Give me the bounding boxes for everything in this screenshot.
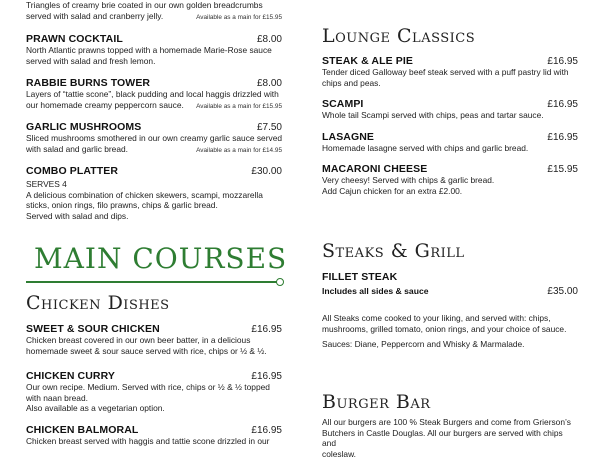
steaks-sauces: Sauces: Diane, Peppercorn and Whisky & Marmalade. [322,339,525,350]
lasagne-name: LASAGNE [322,131,375,143]
sweet-sour-chicken-desc-1: Chicken breast covered in our own beer batter, in a delicious [26,335,251,345]
fillet-steak-name: FILLET STEAK [322,271,398,283]
rabbie-burns-desc-2: our homemade creamy peppercorn sauce. [26,99,184,110]
chicken-curry-name: CHICKEN CURRY [26,370,115,382]
combo-platter-desc-1: A delicious combination of chicken skewers, scampi, mozzarella [26,189,263,200]
lasagne-price: £16.95 [547,132,578,143]
combo-platter-serves: SERVES 4 [26,179,67,189]
burger-desc-1: All our burgers are 100 % Steak Burgers and come from Grierson’s [322,417,571,427]
sweet-sour-chicken-name: SWEET & SOUR CHICKEN [26,323,160,335]
burger-info [322,417,578,459]
scampi-desc-1: Whole tail Scampi served with chips, peas and tartar sauce. [322,110,544,120]
prawn-cocktail-desc-1: North Atlantic prawns topped with a homemade Marie-Rose sauce [26,45,272,55]
lounge-classics-heading: Lounge Classics [322,25,476,47]
chicken-dishes-heading: Chicken Dishes [26,292,170,314]
rabbie-burns-name: RABBIE BURNS TOWER [26,77,151,89]
scampi-price: £16.95 [547,99,578,110]
garlic-mushrooms-desc-2: with salad and garlic bread. [26,143,128,154]
lasagne-item [322,131,578,154]
chicken-balmoral-desc-1: Chicken breast served with haggis and tattie scone drizzled in our [26,436,270,446]
chicken-balmoral-item [26,424,282,447]
scampi-item [322,98,578,121]
prawn-cocktail-item [26,33,282,66]
brie-desc-2: served with salad and cranberry jelly. [26,10,164,21]
rabbie-burns-price: £8.00 [256,78,282,89]
garlic-mushrooms-note: Available as a main for £14.95 [196,146,282,154]
main-courses-title: MAIN COURSES [34,242,288,275]
steaks-info [322,313,578,350]
rabbie-burns-desc-1: Layers of “tattie scone”, black pudding and local haggis drizzled with [26,89,279,99]
burger-bar-heading: Burger Bar [322,391,431,413]
fillet-steak-sub: Includes all sides & sauce [322,286,429,296]
garlic-mushrooms-name: GARLIC MUSHROOMS [26,121,142,133]
chicken-curry-item [26,370,282,414]
steak-ale-pie-desc-1: Tender diced Galloway beef steak served with a puff pastry lid with [322,67,569,77]
brie-desc-1: Triangles of creamy brie coated in our own golden breadcrumbs [26,0,263,10]
steak-ale-pie-price: £16.95 [547,56,578,67]
burger-desc-2: Butchers in Castle Douglas. All our burgers are served with chips and [322,427,563,449]
rabbie-burns-item [26,77,282,111]
macaroni-cheese-desc-1: Very cheesy! Served with chips & garlic bread. [322,175,495,185]
scampi-name: SCAMPI [322,98,364,110]
lasagne-desc-1: Homemade lasagne served with chips and garlic bread. [322,143,529,153]
steaks-grill-heading: Steaks & Grill [322,240,465,262]
prawn-cocktail-desc-2: served with salad and fresh lemon. [26,55,156,66]
steak-ale-pie-desc-2: chips and peas. [322,77,381,88]
steak-ale-pie-item [322,55,578,88]
sweet-sour-chicken-item [26,323,282,356]
garlic-mushrooms-desc-1: Sliced mushrooms smothered in our own creamy garlic sauce served [26,133,283,143]
chicken-curry-desc-1: Our own recipe. Medium. Served with rice, chips or ½ & ½ topped [26,382,270,392]
chicken-balmoral-name: CHICKEN BALMORAL [26,424,139,436]
fillet-steak-price: £35.00 [547,286,578,297]
chicken-curry-price: £16.95 [251,371,282,382]
garlic-mushrooms-price: £7.50 [256,122,282,133]
combo-platter-desc-2: sticks, onion rings, filo prawns, chips & garlic bread. [26,200,218,211]
divider-end-dot [276,278,284,286]
sweet-sour-chicken-desc-2: homemade sweet & sour sauce served with rice, chips or ½ & ½. [26,345,267,356]
macaroni-cheese-price: £15.95 [547,164,578,175]
rabbie-burns-note: Available as a main for £15.95 [196,102,282,110]
macaroni-cheese-item [322,163,578,196]
burger-desc-3: coleslaw. [322,448,356,459]
steaks-desc-2: mushrooms, grilled tomato, onion rings, and your choice of sauce. [322,323,567,334]
combo-platter-name: COMBO PLATTER [26,165,119,177]
steaks-desc-1: All Steaks come cooked to your liking, and served with: chips, [322,313,551,323]
brie-item [26,0,282,22]
brie-main-note: Available as a main for £15.95 [196,13,282,21]
prawn-cocktail-price: £8.00 [256,34,282,45]
chicken-balmoral-price: £16.95 [251,425,282,436]
fillet-steak-item [322,271,578,297]
prawn-cocktail-name: PRAWN COCKTAIL [26,33,123,45]
combo-platter-desc-3: Served with salad and dips. [26,210,129,221]
chicken-curry-desc-2: with naan bread. [26,392,88,403]
garlic-mushrooms-item [26,121,282,155]
macaroni-cheese-name: MACARONI CHEESE [322,163,428,175]
combo-platter-price: £30.00 [251,166,282,177]
macaroni-cheese-desc-2: Add Cajun chicken for an extra £2.00. [322,185,463,196]
sweet-sour-chicken-price: £16.95 [251,324,282,335]
chicken-curry-desc-3: Also available as a vegetarian option. [26,403,165,414]
combo-platter-item [26,165,282,221]
main-courses-divider [26,281,278,283]
steak-ale-pie-name: STEAK & ALE PIE [322,55,413,67]
